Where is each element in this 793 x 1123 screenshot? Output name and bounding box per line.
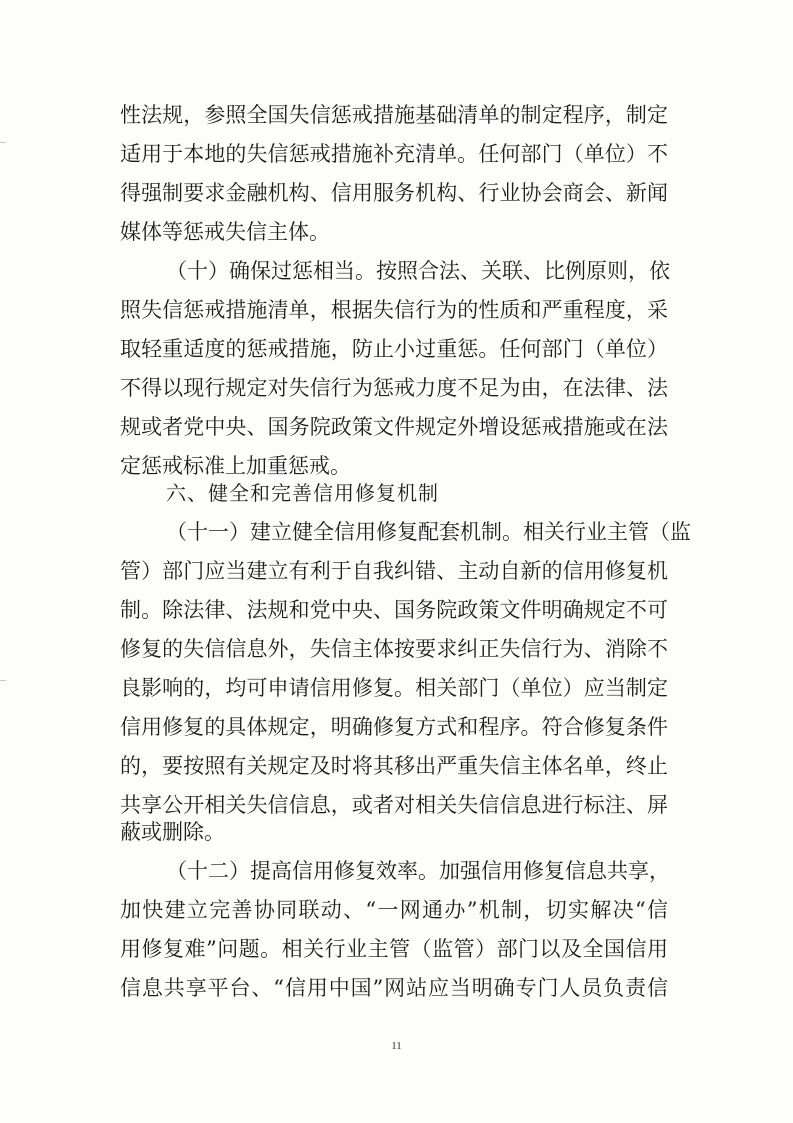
paragraph-line: 蔽或删除。 [120,820,225,844]
paragraph-line: 得强制要求金融机构、信用服务机构、行业协会商会、新闻 [120,181,668,205]
paragraph-line: 制。除法律、法规和党中央、国务院政策文件明确规定不可 [120,598,668,622]
paragraph-line: 信用修复的具体规定，明确修复方式和程序。符合修复条件 [120,715,668,739]
paragraph-line: 媒体等惩戒失信主体。 [120,220,330,244]
paragraph-line: （十一）建立健全信用修复配套机制。相关行业主管（监 [166,520,691,544]
paragraph-line: 用修复难”问题。相关行业主管（监管）部门以及全国信用 [120,937,668,961]
paragraph-line: 管）部门应当建立有利于自我纠错、主动自新的信用修复机 [120,559,668,583]
paragraph-line: （十二）提高信用修复效率。加强信用修复信息共享， [166,859,670,883]
scan-edge-mark [0,142,6,143]
paragraph-line: 共享公开相关失信信息，或者对相关失信信息进行标注、屏 [120,793,668,817]
paragraph-line: 取轻重适度的惩戒措施，防止小过重惩。任何部门（单位） [120,337,668,361]
scan-edge-mark [0,680,6,681]
paragraph-line: 信息共享平台、“信用中国”网站应当明确专门人员负责信 [120,976,668,1000]
paragraph-line: 加快建立完善协同联动、“一网通办”机制，切实解决“信 [120,898,668,922]
paragraph-line: 修复的失信信息外，失信主体按要求纠正失信行为、消除不 [120,637,668,661]
paragraph-line: （十）确保过惩相当。按照合法、关联、比例原则，依 [166,259,670,283]
paragraph-line: 良影响的，均可申请信用修复。相关部门（单位）应当制定 [120,676,668,700]
section-heading: 六、健全和完善信用修复机制 [166,481,439,505]
paragraph-line: 照失信惩戒措施清单，根据失信行为的性质和严重程度，采 [120,298,668,322]
paragraph-line: 规或者党中央、国务院政策文件规定外增设惩戒措施或在法 [120,415,668,439]
page-number: 11 [391,1040,402,1052]
paragraph-line: 的，要按照有关规定及时将其移出严重失信主体名单，终止 [120,754,668,778]
paragraph-line: 定惩戒标准上加重惩戒。 [120,454,351,478]
paragraph-line: 性法规，参照全国失信惩戒措施基础清单的制定程序，制定 [120,103,668,127]
paragraph-line: 适用于本地的失信惩戒措施补充清单。任何部门（单位）不 [120,142,668,166]
paragraph-line: 不得以现行规定对失信行为惩戒力度不足为由，在法律、法 [120,376,668,400]
